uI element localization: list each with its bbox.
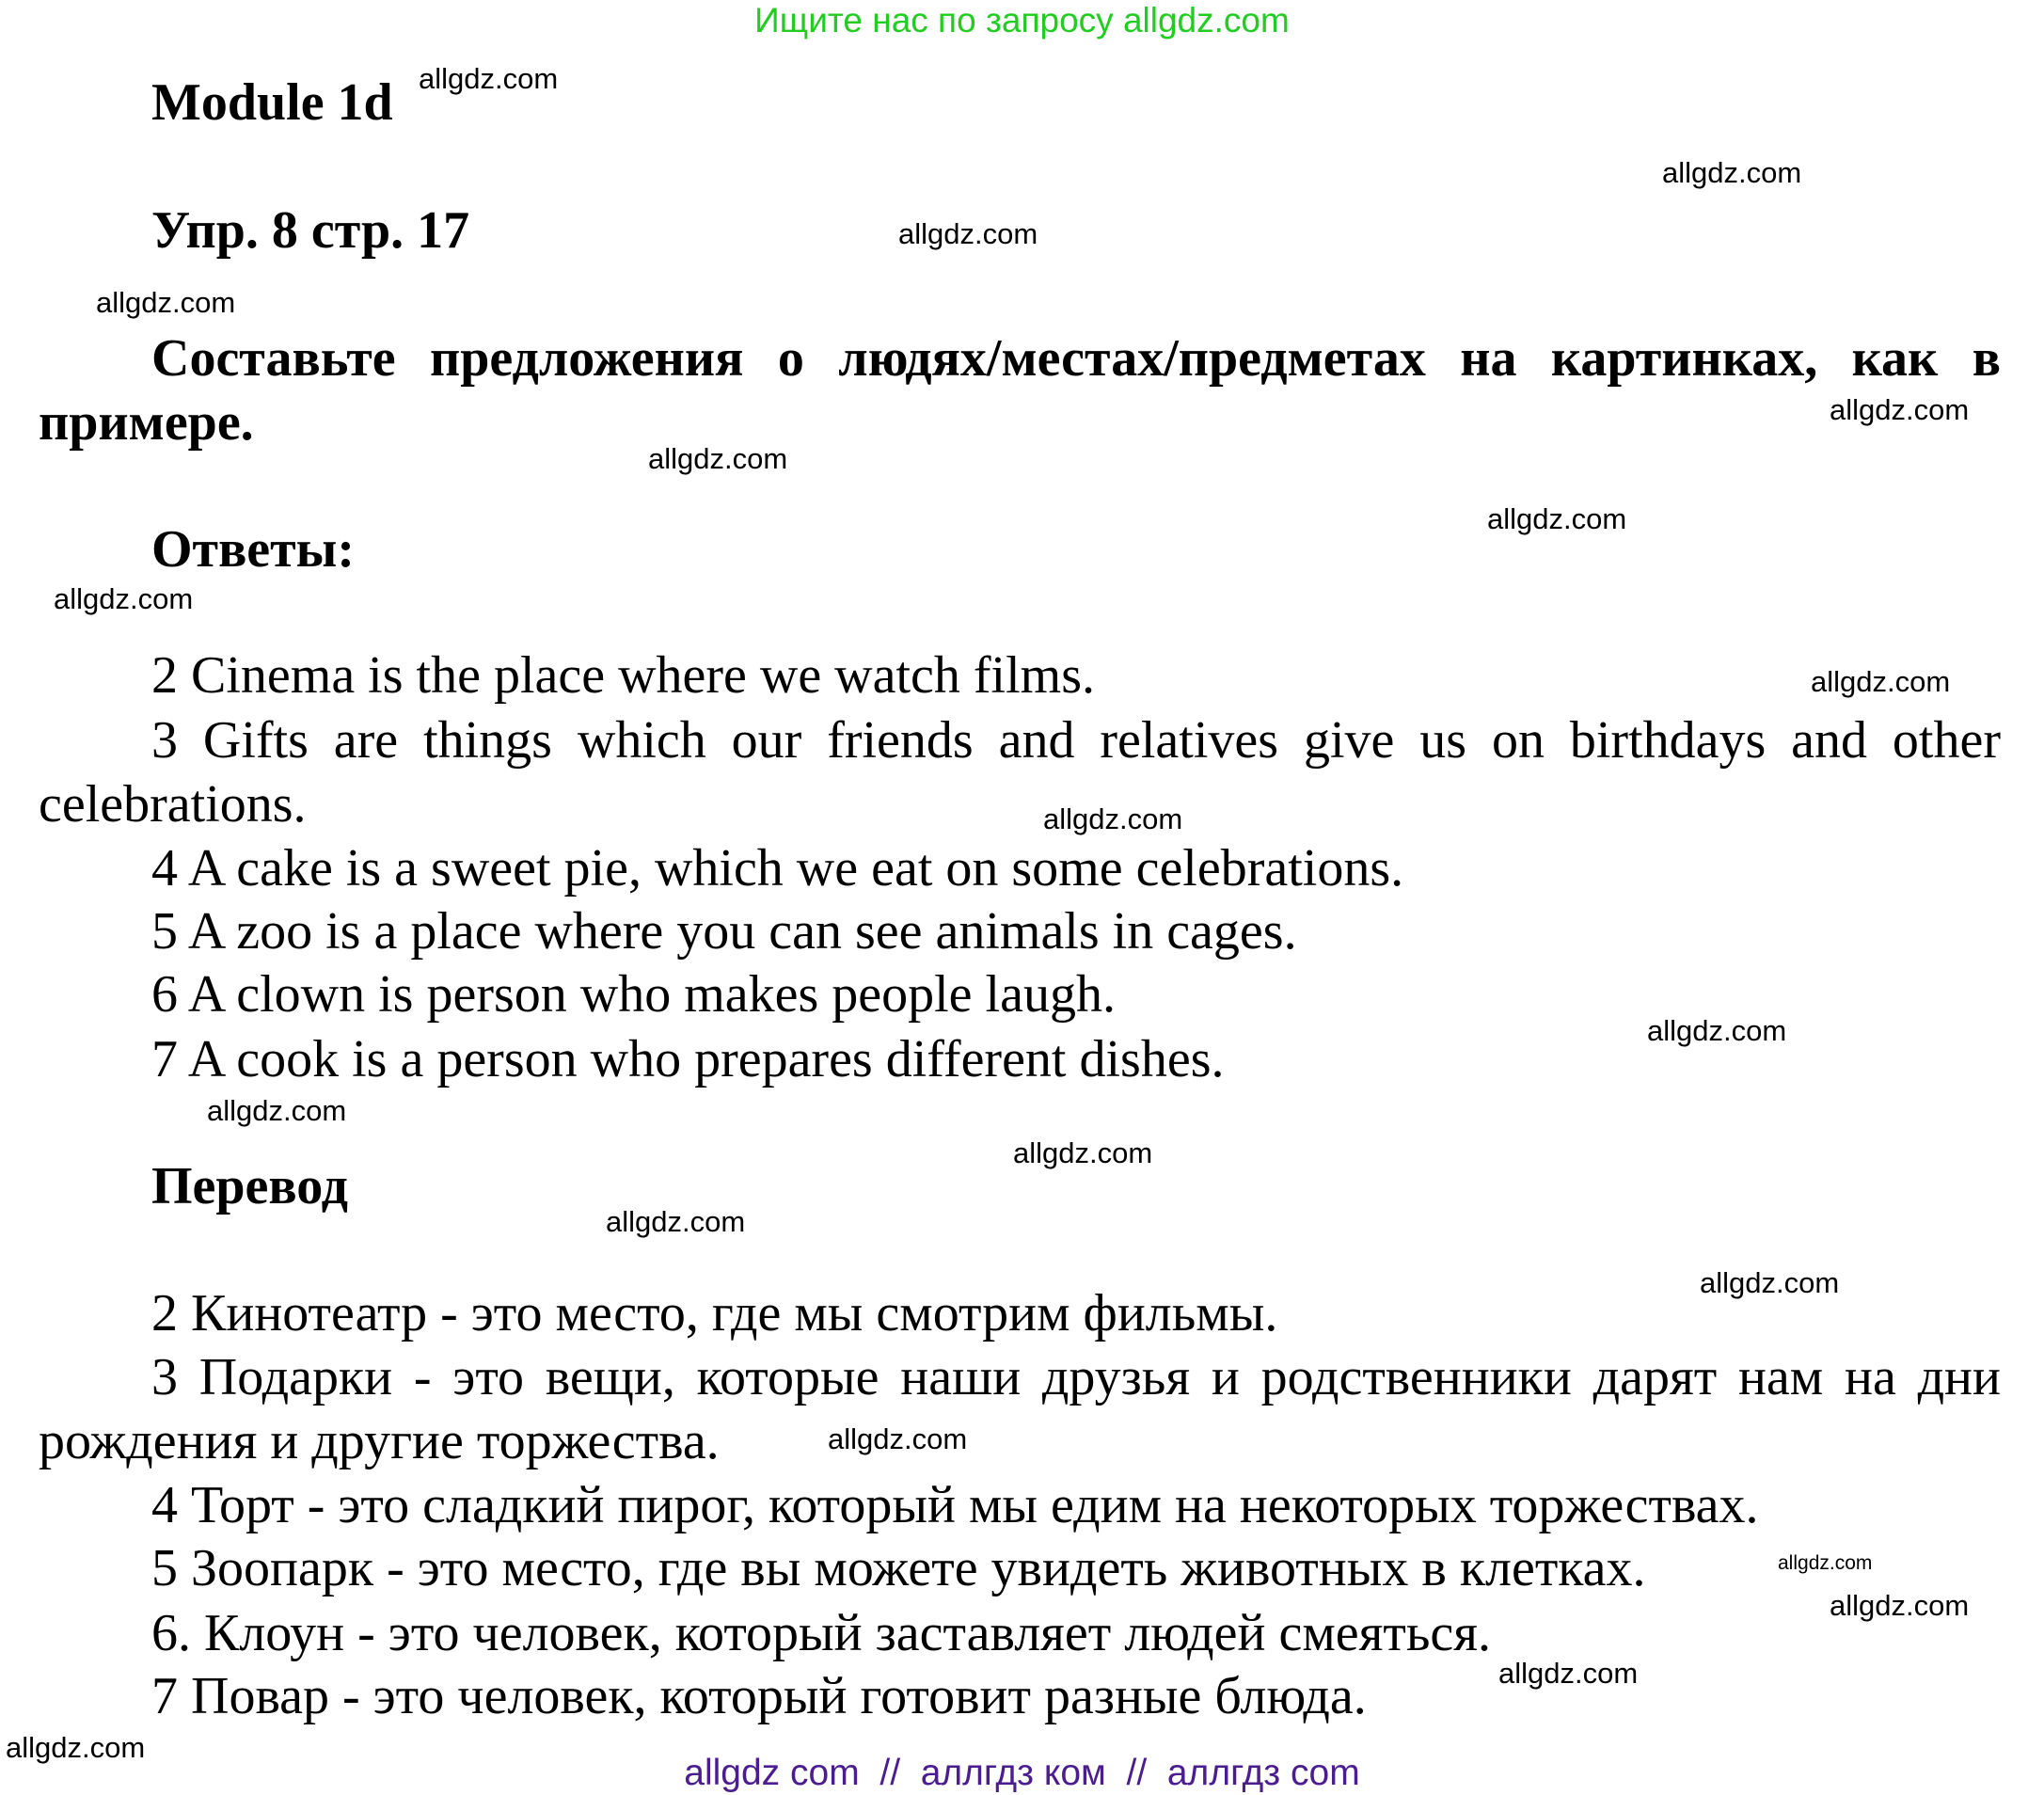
answer-item: 4 A cake is a sweet pie, which we eat on some celebrations. — [151, 839, 1404, 898]
translation-item: 4 Торт - это сладкий пирог, который мы едим на некоторых торжествах. — [151, 1476, 1759, 1534]
translation-heading: Перевод — [151, 1157, 348, 1215]
watermark: allgdz.com — [6, 1731, 146, 1764]
watermark: allgdz.com — [828, 1422, 968, 1455]
answer-item: 7 A cook is a person who prepares different dishes. — [151, 1030, 1225, 1088]
translation-item: 2 Кинотеатр - это место, где мы смотрим фильмы. — [151, 1284, 1278, 1342]
module-title: Module 1d — [151, 73, 393, 132]
watermark: allgdz.com — [1498, 1657, 1639, 1690]
watermark: allgdz.com — [419, 62, 559, 95]
answers-heading: Ответы: — [151, 520, 356, 579]
watermark: allgdz.com — [1487, 502, 1627, 535]
search-banner-container — [0, 0, 2044, 41]
watermark: allgdz.com — [54, 582, 194, 615]
watermark: allgdz.com — [1778, 1552, 1873, 1574]
exercise-title: Упр. 8 стр. 17 — [151, 201, 470, 260]
watermark: allgdz.com — [1662, 156, 1802, 189]
watermark: allgdz.com — [606, 1205, 746, 1238]
translation-item: 5 Зоопарк - это место, где вы можете увидеть животных в клетках. — [151, 1539, 1646, 1597]
watermark: allgdz.com — [1043, 802, 1183, 835]
translation-item: 6. Клоун - это человек, который заставляет людей смеяться. — [151, 1604, 1492, 1662]
watermark: allgdz.com — [1013, 1136, 1153, 1169]
answer-item: 2 Cinema is the place where we watch films. — [151, 646, 1095, 705]
search-banner: Ищите нас по запросу allgdz.com — [754, 1, 1290, 40]
watermark: allgdz.com — [1830, 1589, 1970, 1622]
watermark: allgdz.com — [207, 1094, 347, 1127]
footer-banner: allgdz com // аллгдз ком // аллгдз com — [684, 1753, 1360, 1793]
watermark: allgdz.com — [1700, 1266, 1840, 1299]
answer-item: 3 Gifts are things which our friends and relatives give us on birthdays and other celebrations. — [39, 711, 2001, 834]
footer-banner-container — [0, 1752, 2044, 1795]
task-text: Составьте предложения о людях/местах/предметах на картинках, как в примере. — [39, 329, 2001, 452]
answer-item: 6 A clown is person who makes people laugh. — [151, 965, 1116, 1024]
watermark: allgdz.com — [898, 217, 1038, 250]
answer-item: 5 A zoo is a place where you can see animals in cages. — [151, 902, 1297, 961]
watermark: allgdz.com — [1811, 665, 1951, 698]
watermark: allgdz.com — [1830, 393, 1970, 426]
watermark: allgdz.com — [648, 442, 788, 475]
translation-item: 3 Подарки - это вещи, которые наши друзья и родственники дарят нам на дни рождения и другие торжества. — [39, 1348, 2001, 1470]
translation-item: 7 Повар - это человек, который готовит разные блюда. — [151, 1667, 1367, 1725]
watermark: allgdz.com — [96, 286, 236, 319]
watermark: allgdz.com — [1647, 1014, 1787, 1047]
